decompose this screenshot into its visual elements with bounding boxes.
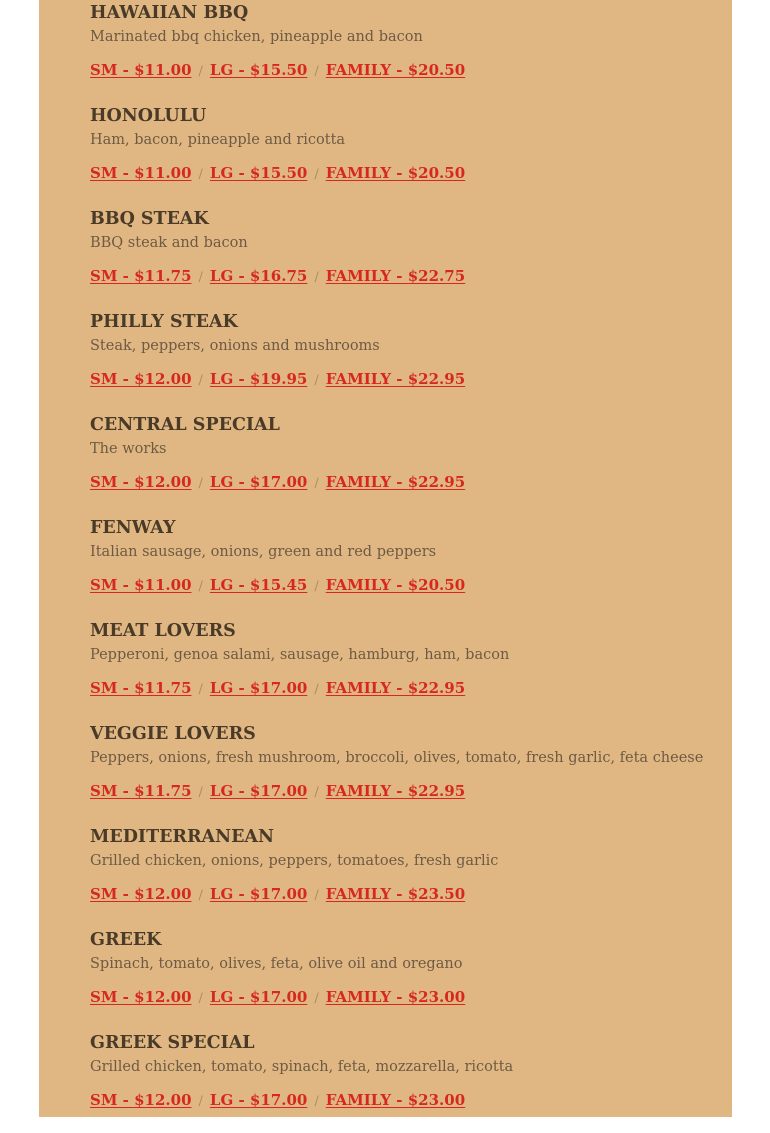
item-name: HONOLULU: [90, 106, 207, 126]
item-name: MEDITERRANEAN: [90, 827, 275, 847]
price-large-link[interactable]: LG - $17.00: [209, 885, 308, 903]
price-small-link[interactable]: SM - $11.75: [90, 267, 192, 285]
price-options: [90, 162, 465, 186]
price-separator: /: [314, 476, 319, 491]
price-small-link[interactable]: SM - $12.00: [90, 885, 192, 903]
menu-item-fenway: [90, 515, 730, 618]
price-options: [90, 883, 465, 907]
price-large-link[interactable]: LG - $17.00: [209, 473, 308, 491]
price-separator: /: [314, 785, 319, 800]
price-family-link[interactable]: FAMILY - $20.50: [325, 576, 466, 594]
price-small-link[interactable]: SM - $11.75: [90, 679, 192, 697]
price-large-link[interactable]: LG - $15.50: [209, 61, 308, 79]
item-name: BBQ STEAK: [90, 209, 209, 229]
menu-item-hawaiian-bbq: [90, 0, 730, 103]
item-name: FENWAY: [90, 518, 176, 538]
item-description: BBQ steak and bacon: [90, 235, 248, 251]
price-options: [90, 780, 465, 804]
price-options: [90, 574, 465, 598]
price-family-link[interactable]: FAMILY - $22.95: [325, 473, 466, 491]
price-large-link[interactable]: LG - $15.50: [209, 164, 308, 182]
item-name: PHILLY STEAK: [90, 312, 238, 332]
item-description: Peppers, onions, fresh mushroom, broccoli, olives, tomato, fresh garlic, feta cheese: [90, 750, 704, 766]
price-options: [90, 986, 465, 1010]
price-separator: /: [314, 270, 319, 285]
price-separator: /: [314, 682, 319, 697]
item-name: VEGGIE LOVERS: [90, 724, 256, 744]
price-small-link[interactable]: SM - $12.00: [90, 1091, 192, 1109]
price-family-link[interactable]: FAMILY - $20.50: [325, 164, 466, 182]
item-description: Marinated bbq chicken, pineapple and bacon: [90, 29, 423, 45]
menu-item-honolulu: [90, 103, 730, 206]
price-family-link[interactable]: FAMILY - $22.95: [325, 679, 466, 697]
price-options: [90, 368, 465, 392]
item-name: HAWAIIAN BBQ: [90, 3, 249, 23]
price-separator: /: [198, 991, 203, 1006]
price-separator: /: [198, 476, 203, 491]
item-description: Spinach, tomato, olives, feta, olive oil and oregano: [90, 956, 463, 972]
item-name: GREEK: [90, 930, 162, 950]
price-large-link[interactable]: LG - $19.95: [209, 370, 308, 388]
price-options: [90, 471, 465, 495]
price-separator: /: [314, 373, 319, 388]
item-description: Ham, bacon, pineapple and ricotta: [90, 132, 346, 148]
menu-item-central-special: [90, 412, 730, 515]
item-description: Grilled chicken, onions, peppers, tomatoes, fresh garlic: [90, 853, 499, 869]
menu-item-meat-lovers: [90, 618, 730, 721]
menu-item-greek-special: [90, 1030, 730, 1133]
pizza-menu-list: [90, 0, 730, 1133]
price-options: [90, 265, 465, 289]
menu-item-bbq-steak: [90, 206, 730, 309]
price-separator: /: [198, 1094, 203, 1109]
price-large-link[interactable]: LG - $17.00: [209, 1091, 308, 1109]
price-separator: /: [314, 579, 319, 594]
item-name: MEAT LOVERS: [90, 621, 236, 641]
price-family-link[interactable]: FAMILY - $22.95: [325, 370, 466, 388]
menu-item-philly-steak: [90, 309, 730, 412]
price-family-link[interactable]: FAMILY - $22.75: [325, 267, 466, 285]
price-large-link[interactable]: LG - $17.00: [209, 988, 308, 1006]
price-family-link[interactable]: FAMILY - $23.00: [325, 1091, 466, 1109]
price-family-link[interactable]: FAMILY - $23.00: [325, 988, 466, 1006]
item-description: Pepperoni, genoa salami, sausage, hamburg, ham, bacon: [90, 647, 510, 663]
price-small-link[interactable]: SM - $12.00: [90, 370, 192, 388]
price-small-link[interactable]: SM - $11.00: [90, 61, 192, 79]
price-small-link[interactable]: SM - $12.00: [90, 473, 192, 491]
price-separator: /: [198, 64, 203, 79]
menu-item-greek: [90, 927, 730, 1030]
item-description: Grilled chicken, tomato, spinach, feta, mozzarella, ricotta: [90, 1059, 514, 1075]
price-small-link[interactable]: SM - $11.00: [90, 164, 192, 182]
price-small-link[interactable]: SM - $11.75: [90, 782, 192, 800]
price-large-link[interactable]: LG - $17.00: [209, 679, 308, 697]
price-separator: /: [198, 270, 203, 285]
price-separator: /: [198, 373, 203, 388]
price-small-link[interactable]: SM - $11.00: [90, 576, 192, 594]
price-small-link[interactable]: SM - $12.00: [90, 988, 192, 1006]
price-large-link[interactable]: LG - $17.00: [209, 782, 308, 800]
price-options: [90, 1089, 465, 1113]
menu-item-mediterranean: [90, 824, 730, 927]
price-separator: /: [198, 888, 203, 903]
price-family-link[interactable]: FAMILY - $22.95: [325, 782, 466, 800]
price-large-link[interactable]: LG - $16.75: [209, 267, 308, 285]
price-separator: /: [198, 579, 203, 594]
item-name: GREEK SPECIAL: [90, 1033, 255, 1053]
item-description: The works: [90, 441, 167, 457]
item-description: Italian sausage, onions, green and red peppers: [90, 544, 437, 560]
price-family-link[interactable]: FAMILY - $20.50: [325, 61, 466, 79]
item-name: CENTRAL SPECIAL: [90, 415, 280, 435]
item-description: Steak, peppers, onions and mushrooms: [90, 338, 380, 354]
price-separator: /: [314, 1094, 319, 1109]
price-family-link[interactable]: FAMILY - $23.50: [325, 885, 466, 903]
menu-item-veggie-lovers: [90, 721, 730, 824]
price-separator: /: [314, 167, 319, 182]
price-separator: /: [314, 991, 319, 1006]
price-separator: /: [198, 167, 203, 182]
price-options: [90, 59, 465, 83]
price-separator: /: [198, 785, 203, 800]
price-separator: /: [314, 64, 319, 79]
price-separator: /: [314, 888, 319, 903]
price-large-link[interactable]: LG - $15.45: [209, 576, 308, 594]
price-options: [90, 677, 465, 701]
price-separator: /: [198, 682, 203, 697]
